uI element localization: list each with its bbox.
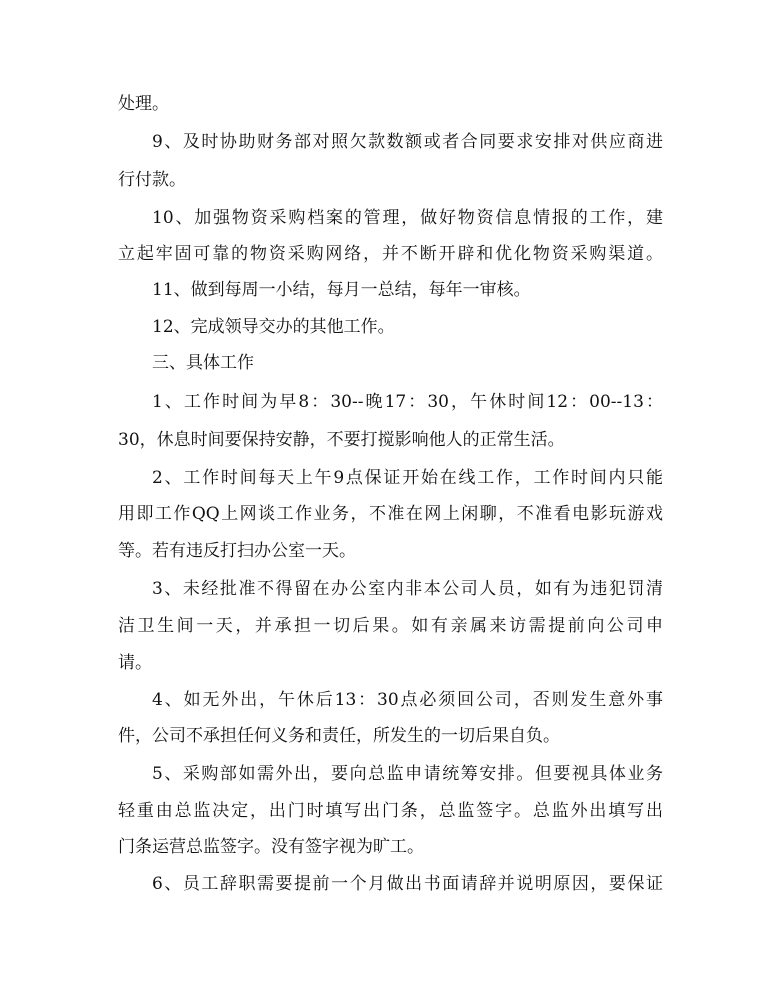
text-line: 处理。 xyxy=(118,94,169,114)
text-line: 轻重由总监决定，出门时填写出门条，总监签字。总监外出填写出 xyxy=(118,801,663,821)
text-line: 件，公司不承担任何义务和责任，所发生的一切后果自负。 xyxy=(118,726,560,746)
text-line: 12、完成领导交办的其他工作。 xyxy=(152,317,395,337)
text-line: 9、及时协助财务部对照欠款数额或者合同要求安排对供应商进 xyxy=(152,132,663,152)
text-line: 立起牢固可靠的物资采购网络，并不断开辟和优化物资采购渠道。 xyxy=(118,244,663,264)
text-line: 1、工作时间为早8：30--晚17：30，午休时间12：00--13： xyxy=(152,392,663,412)
text-line: 30，休息时间要保持安静，不要打搅影响他人的正常生活。 xyxy=(118,430,565,450)
text-line: 4、如无外出，午休后13：30点必须回公司，否则发生意外事 xyxy=(152,690,663,710)
text-line: 3、未经批准不得留在办公室内非本公司人员，如有为违犯罚清 xyxy=(152,579,663,599)
text-line: 洁卫生间一天，并承担一切后果。如有亲属来访需提前向公司申 xyxy=(118,616,663,636)
text-line: 5、采购部如需外出，要向总监申请统筹安排。但要视具体业务 xyxy=(152,764,663,784)
text-line: 行付款。 xyxy=(118,170,186,190)
text-line: 请。 xyxy=(118,653,152,673)
text-line: 6、员工辞职需要提前一个月做出书面请辞并说明原因，要保证 xyxy=(152,874,663,894)
section-heading: 三、具体工作 xyxy=(152,353,254,373)
text-line: 2、工作时间每天上午9点保证开始在线工作，工作时间内只能 xyxy=(152,468,663,488)
text-line: 等。若有违反打扫办公室一天。 xyxy=(118,541,356,561)
text-line: 门条运营总监签字。没有签字视为旷工。 xyxy=(118,837,424,857)
text-line: 10、加强物资采购档案的管理，做好物资信息情报的工作，建 xyxy=(152,208,663,228)
text-line: 11、做到每周一小结，每月一总结，每年一审核。 xyxy=(152,280,531,300)
text-line: 用即工作QQ上网谈工作业务，不准在网上闲聊，不准看电影玩游戏 xyxy=(118,504,663,524)
